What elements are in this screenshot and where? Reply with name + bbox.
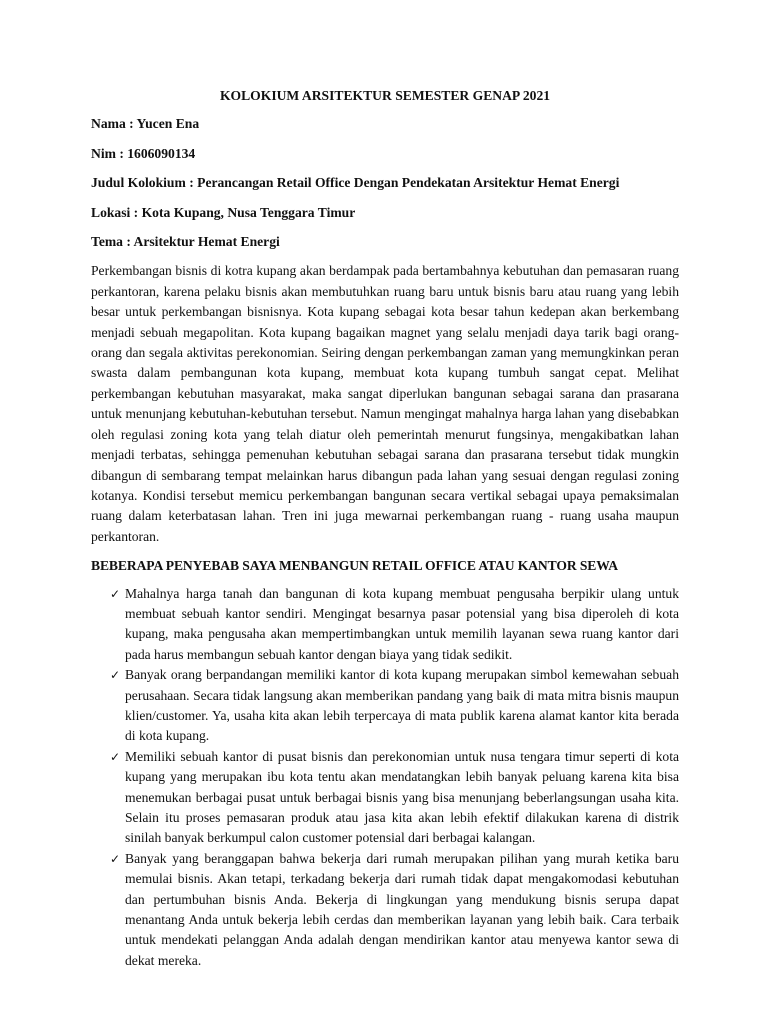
list-item xyxy=(91,665,679,747)
list-item xyxy=(91,747,679,849)
list-item-text: Banyak orang berpandangan memiliki kantor di kota kupang merupakan simbol kemewahan sebuah perusahaan. Secara tidak langsung akan memberikan pandang yang baik di mata mitra bisnis maupun klien/customer. Ya, usaha kita akan lebih terpercaya di mata publik karena alamat kantor kita berada di kota kupang. xyxy=(125,667,679,744)
checkmark-icon: ✓ xyxy=(110,668,121,683)
intro-paragraph: Perkembangan bisnis di kotra kupang akan berdampak pada bertambahnya kebutuhan dan pemasaran ruang perkantoran, karena pelaku bisnis akan membutuhkan ruang baru untuk bisnis baru atau ruang yang lebih besar untuk perkembangan bisnisnya. Kota kupang sebagai kota besar tahun kedepan akan berkembang menjadi sebuah megapolitan. Kota kupang bagaikan magnet yang selalu menjadi daya tarik bagi orang-orang dan segala aktivitas perekonomian. Seiring dengan perkembangan zaman yang memungkinkan peran swasta dalam pembangunan kota kupang, membuat kota kupang tumbuh sangat cepat. Melihat perkembangan kebutuhan masyarakat, maka sangat diperlukan bangunan sebagai sarana dan prasarana untuk menunjang kebutuhan-kebutuhan tersebut. Namun mengingat mahalnya harga lahan yang disebabkan oleh regulasi zoning kota yang telah diatur oleh pemerintah menurut fungsinya, mengakibatkan lahan menjadi terbatas, sehingga pemenuhan kebutuhan sebagai sarana dan prasarana tersebut tidak mungkin dibangun di sembarang tempat melainkan harus dibangun pada lahan yang sesuai dengan regulasi zoning kotanya. Kondisi tersebut memicu perkembangan bangunan secara vertikal sebagai upaya pemaksimalan ruang dalam keterbatasan lahan. Tren ini juga mewarnai perkembangan ruang - ruang usaha maupun perkantoran. xyxy=(91,263,679,544)
student-nim: Nim : 1606090134 xyxy=(91,145,196,161)
reasons-list xyxy=(91,584,679,972)
document-title: KOLOKIUM ARSITEKTUR SEMESTER GENAP 2021 xyxy=(219,88,551,103)
checkmark-icon: ✓ xyxy=(110,851,121,866)
list-item-text: Banyak yang beranggapan bahwa bekerja dari rumah merupakan pilihan yang murah ketika baru memulai bisnis. Akan tetapi, terkadang bekerja dari rumah tidak dapat mengakomodasi kebutuhan dan pertumbuhan bisnis Anda. Bekerja di lingkungan yang mendukung bisnis serupa dapat menantang Anda untuk bekerja lebih cerdas dan memberikan layanan yang lebih baik. Cara terbaik untuk mendekati pelanggan Anda adalah dengan mendirikan kantor atau menyewa kantor sewa di dekat mereka. xyxy=(125,850,679,968)
list-item xyxy=(91,849,679,971)
checkmark-icon: ✓ xyxy=(110,749,121,764)
student-name: Nama : Yucen Ena xyxy=(91,116,200,132)
list-item xyxy=(91,584,679,666)
list-item-text: Mahalnya harga tanah dan bangunan di kota kupang membuat pengusaha berpikir ulang untuk membuat sebuah kantor sendiri. Mengingat besarnya pasar potensial yang bisa diperoleh di kota kupang, maka pengusaha akan mempertimbangkan untuk memilih layanan sewa ruang kantor dari pada harus membangun sebuah kantor dengan biaya yang tidak sedikit. xyxy=(125,585,679,662)
theme: Tema : Arsitektur Hemat Energi xyxy=(91,234,280,250)
document-page xyxy=(91,86,679,971)
section-heading: BEBERAPA PENYEBAB SAYA MENBANGUN RETAIL OFFICE ATAU KANTOR SEWA xyxy=(91,558,618,574)
location: Lokasi : Kota Kupang, Nusa Tenggara Timur xyxy=(91,204,356,220)
colloquium-title: Judul Kolokium : Perancangan Retail Office Dengan Pendekatan Arsitektur Hemat Energi xyxy=(91,175,620,191)
list-item-text: Memiliki sebuah kantor di pusat bisnis dan perekonomian untuk nusa tengara timur seperti di kota kupang yang merupakan ibu kota tentu akan mendatangkan lebih banyak peluang karena kita bisa menemukan berbagai pusat untuk berbagai bisnis yang bisa menunjang beberlangsungan usaha kita. Selain itu proses pemasaran produk atau jasa kita akan lebih efektif dilakukan karena di distrik sinilah banyak berkumpul calon customer potensial dari berbagai kalangan. xyxy=(125,748,679,846)
checkmark-icon: ✓ xyxy=(110,586,121,601)
